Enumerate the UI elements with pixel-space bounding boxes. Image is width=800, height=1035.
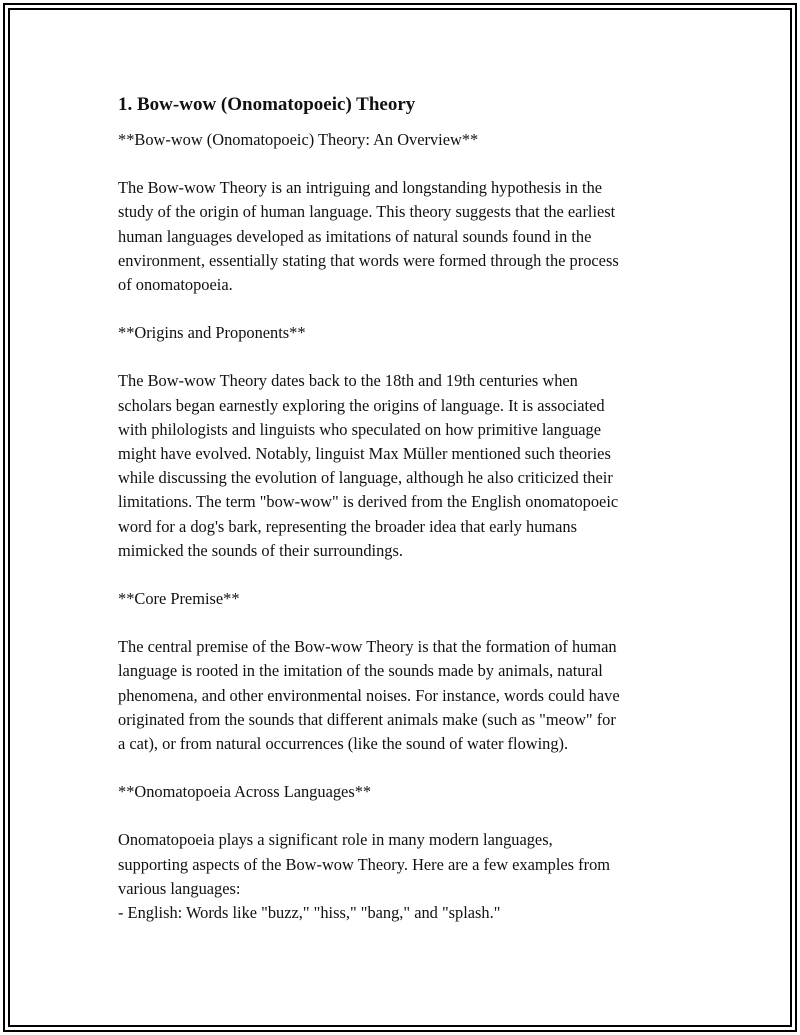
origins-heading: **Origins and Proponents** [118,323,306,343]
example-english: - English: Words like "buzz," "hiss," "bang," and "splash." [118,903,501,923]
origins-paragraph: The Bow-wow Theory dates back to the 18th and 19th centuries when scholars began earnestly exploring the origins of language. It is associated with philologists and linguists who speculated on how primitive language might have evolved. Notably, linguist Max Müller mentioned such theories while discussing the evolution of language, although he also criticized their limitations. The term "bow-wow" is derived from the English onomatopoeic word for a dog's bark, representing the broader idea that early humans mimicked the sounds of their surroundings. [118,371,619,560]
languages-heading: **Onomatopoeia Across Languages** [118,782,372,802]
languages-paragraph: Onomatopoeia plays a significant role in many modern languages, supporting aspects of the Bow-wow Theory. Here are a few examples from various languages: [118,830,611,898]
premise-paragraph: The central premise of the Bow-wow Theory is that the formation of human language is rooted in the imitation of the sounds made by animals, natural phenomena, and other environmental noises. For instance, words could have originated from the sounds that different animals make (such as "meow" for a cat), or from natural occurrences (like the sound of water flowing). [118,637,620,754]
intro-paragraph: The Bow-wow Theory is an intriguing and longstanding hypothesis in the study of the origin of human language. This theory suggests that the earliest human languages developed as imitations of natural sounds found in the environment, essentially stating that words were formed through the process of onomatopoeia. [118,178,619,295]
premise-heading: **Core Premise** [118,589,240,609]
document-body [118,92,688,925]
overview-heading: **Bow-wow (Onomatopoeic) Theory: An Overview** [118,130,479,149]
document-title: 1. Bow-wow (Onomatopoeic) Theory [118,94,416,115]
